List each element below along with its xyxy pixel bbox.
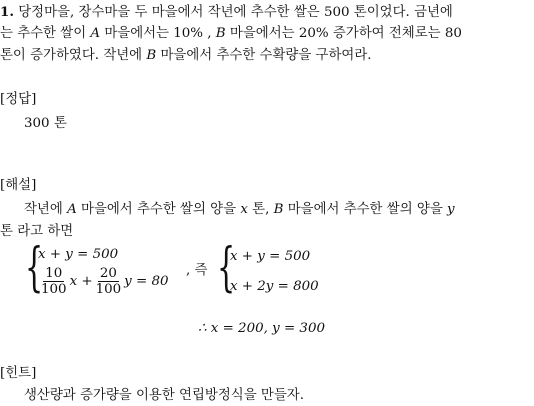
left-brace-1: { — [25, 238, 44, 298]
var-b-2: B — [146, 48, 157, 63]
problem-line-1 — [0, 2, 453, 23]
problem-line-3 — [0, 46, 372, 66]
problem-text-2c: 마을에서는 20% 증가하여 전체로는 80 — [225, 26, 462, 41]
var-a: A — [90, 26, 101, 41]
sys1-mid: x + — [69, 274, 93, 289]
problem-text-2a: 는 추수한 쌀이 — [0, 26, 91, 41]
problem-text-3a: 톤이 증가하였다. 작년에 — [0, 48, 147, 63]
solution-line-1 — [24, 200, 455, 220]
var-a-sol: A — [67, 202, 77, 217]
frac-20-100: $\frac{20}{100}$ — [95, 266, 122, 297]
sys2-eq2: x + 2y = 800 — [230, 279, 319, 294]
solution-line-2: 톤 라고 하면 — [0, 224, 74, 239]
var-x: x — [240, 202, 248, 217]
answer-header: [정답] — [0, 92, 37, 107]
answer-text: 300 톤 — [24, 116, 67, 131]
connector-text: , 즉 — [186, 263, 208, 278]
sys1-eq2 — [38, 266, 169, 297]
problem-line-2 — [0, 24, 462, 44]
var-b-sol: B — [273, 202, 284, 217]
problem-text-3b: 마을에서 추수한 수확량을 구하여라. — [156, 48, 372, 63]
sol-text-1d: 마을에서 추수한 쌀의 양을 — [283, 202, 448, 217]
problem-text-2b: 마을에서는 10% , — [100, 26, 216, 41]
sys1-end: y = 80 — [124, 274, 169, 289]
left-brace-2: { — [217, 238, 236, 298]
sol-text-1b: 마을에서 추수한 쌀의 양을 — [76, 202, 241, 217]
sol-text-1c: 톤, — [247, 202, 274, 217]
solution-header: [해설] — [0, 178, 37, 193]
sys2-eq1: x + y = 500 — [230, 249, 311, 264]
problem-number: 1. — [0, 4, 14, 20]
sys1-eq1: x + y = 500 — [38, 247, 119, 262]
var-y: y — [447, 202, 455, 217]
sol-text-1a: 작년에 — [24, 202, 68, 217]
var-b: B — [215, 26, 226, 41]
therefore-line: ∴ x = 200, y = 300 — [198, 321, 325, 336]
hint-text: 생산량과 증가량을 이용한 연립방정식을 만들자. — [24, 388, 304, 403]
frac-10-100: $\frac{10}{100}$ — [41, 266, 67, 297]
hint-header: [힌트] — [0, 366, 37, 381]
problem-text-1: 당정마을, 장수마을 두 마을에서 작년에 추수한 쌀은 500 톤이었다. 금년에 — [18, 5, 453, 20]
